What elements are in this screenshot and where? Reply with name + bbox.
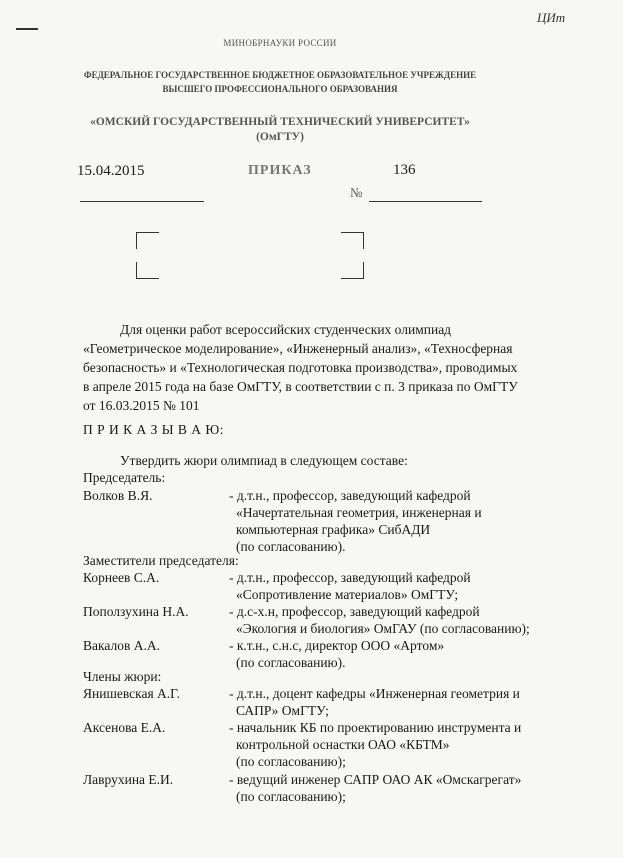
number-sign: № bbox=[350, 185, 363, 200]
preamble-line: «Геометрическое моделирование», «Инженерный анализ», «Техносферная bbox=[83, 341, 513, 356]
member-name: Волков В.Я. bbox=[83, 488, 153, 503]
handwritten-mark: ЦИт bbox=[537, 10, 566, 25]
member-name: Корнеев С.А. bbox=[83, 570, 160, 585]
preamble-line: безопасность» и «Технологическая подготовка производства», проводимых bbox=[83, 360, 518, 375]
section-members: Члены жюри: bbox=[83, 669, 162, 684]
member-description: (по согласованию). bbox=[236, 539, 346, 554]
member-description: - к.т.н., с.н.с, директор ООО «Артом» bbox=[229, 638, 445, 653]
order-word: П Р И К А З Ы В А Ю: bbox=[83, 422, 225, 437]
order-date: 15.04.2015 bbox=[77, 163, 145, 179]
member-description: (по согласованию); bbox=[236, 789, 346, 804]
ministry-name: МИНОБРНАУКИ РОССИИ bbox=[223, 38, 337, 48]
organization-line-1: ФЕДЕРАЛЬНОЕ ГОСУДАРСТВЕННОЕ БЮДЖЕТНОЕ ОБРАЗОВАТЕЛЬНОЕ УЧРЕЖДЕНИЕ bbox=[83, 70, 477, 80]
member-description: - д.с-х.н, профессор, заведующий кафедрой bbox=[229, 604, 480, 619]
corner-bracket-bottom-left bbox=[136, 262, 159, 279]
preamble-line: Для оценки работ всероссийских студенческих олимпиад bbox=[120, 322, 452, 337]
member-description: (по согласованию). bbox=[236, 655, 346, 670]
member-description: компьютерная графика» СибАДИ bbox=[236, 522, 431, 537]
member-description: - ведущий инженер САПР ОАО АК «Омскагрегат» bbox=[229, 772, 522, 787]
member-description: САПР» ОмГТУ; bbox=[236, 703, 329, 718]
margin-mark bbox=[16, 28, 38, 30]
university-name: «ОМСКИЙ ГОСУДАРСТВЕННЫЙ ТЕХНИЧЕСКИЙ УНИВЕРСИТЕТ» bbox=[90, 116, 470, 128]
preamble-line: в апреле 2015 года на базе ОмГТУ, в соответствии с п. 3 приказа по ОмГТУ bbox=[83, 379, 518, 394]
member-name: Аксенова Е.А. bbox=[83, 720, 166, 735]
member-description: контрольной оснастки ОАО «КБТМ» bbox=[236, 737, 450, 752]
member-description: «Начертательная геометрия, инженерная и bbox=[236, 505, 482, 520]
member-name: Янишевская А.Г. bbox=[83, 686, 180, 701]
preamble-line: от 16.03.2015 № 101 bbox=[83, 398, 200, 413]
member-name: Лаврухина Е.И. bbox=[83, 772, 174, 787]
order-number: 136 bbox=[393, 162, 416, 178]
member-description: (по согласованию); bbox=[236, 754, 346, 769]
member-description: - д.т.н., профессор, заведующий кафедрой bbox=[229, 570, 471, 585]
member-name: Вакалов А.А. bbox=[83, 638, 160, 653]
member-description: «Экология и биология» ОмГАУ (по согласованию); bbox=[236, 621, 530, 636]
member-description: - д.т.н., доцент кафедры «Инженерная геометрия и bbox=[229, 686, 520, 701]
date-underline bbox=[80, 201, 204, 202]
intro-line: Утвердить жюри олимпиад в следующем составе: bbox=[120, 453, 408, 468]
section-deputies: Заместители председателя: bbox=[83, 553, 239, 568]
organization-line-2: ВЫСШЕГО ПРОФЕССИОНАЛЬНОГО ОБРАЗОВАНИЯ bbox=[162, 84, 398, 94]
number-underline bbox=[369, 201, 482, 202]
order-title: ПРИКАЗ bbox=[248, 163, 312, 178]
corner-bracket-top-left bbox=[136, 232, 159, 249]
member-description: - начальник КБ по проектированию инструмента и bbox=[229, 720, 522, 735]
section-chair: Председатель: bbox=[83, 470, 166, 485]
member-description: «Сопротивление материалов» ОмГТУ; bbox=[236, 587, 459, 602]
university-abbreviation: (ОмГТУ) bbox=[256, 131, 304, 143]
corner-bracket-bottom-right bbox=[341, 262, 364, 279]
member-name: Поползухина Н.А. bbox=[83, 604, 189, 619]
corner-bracket-top-right bbox=[341, 232, 364, 249]
member-description: - д.т.н., профессор, заведующий кафедрой bbox=[229, 488, 471, 503]
